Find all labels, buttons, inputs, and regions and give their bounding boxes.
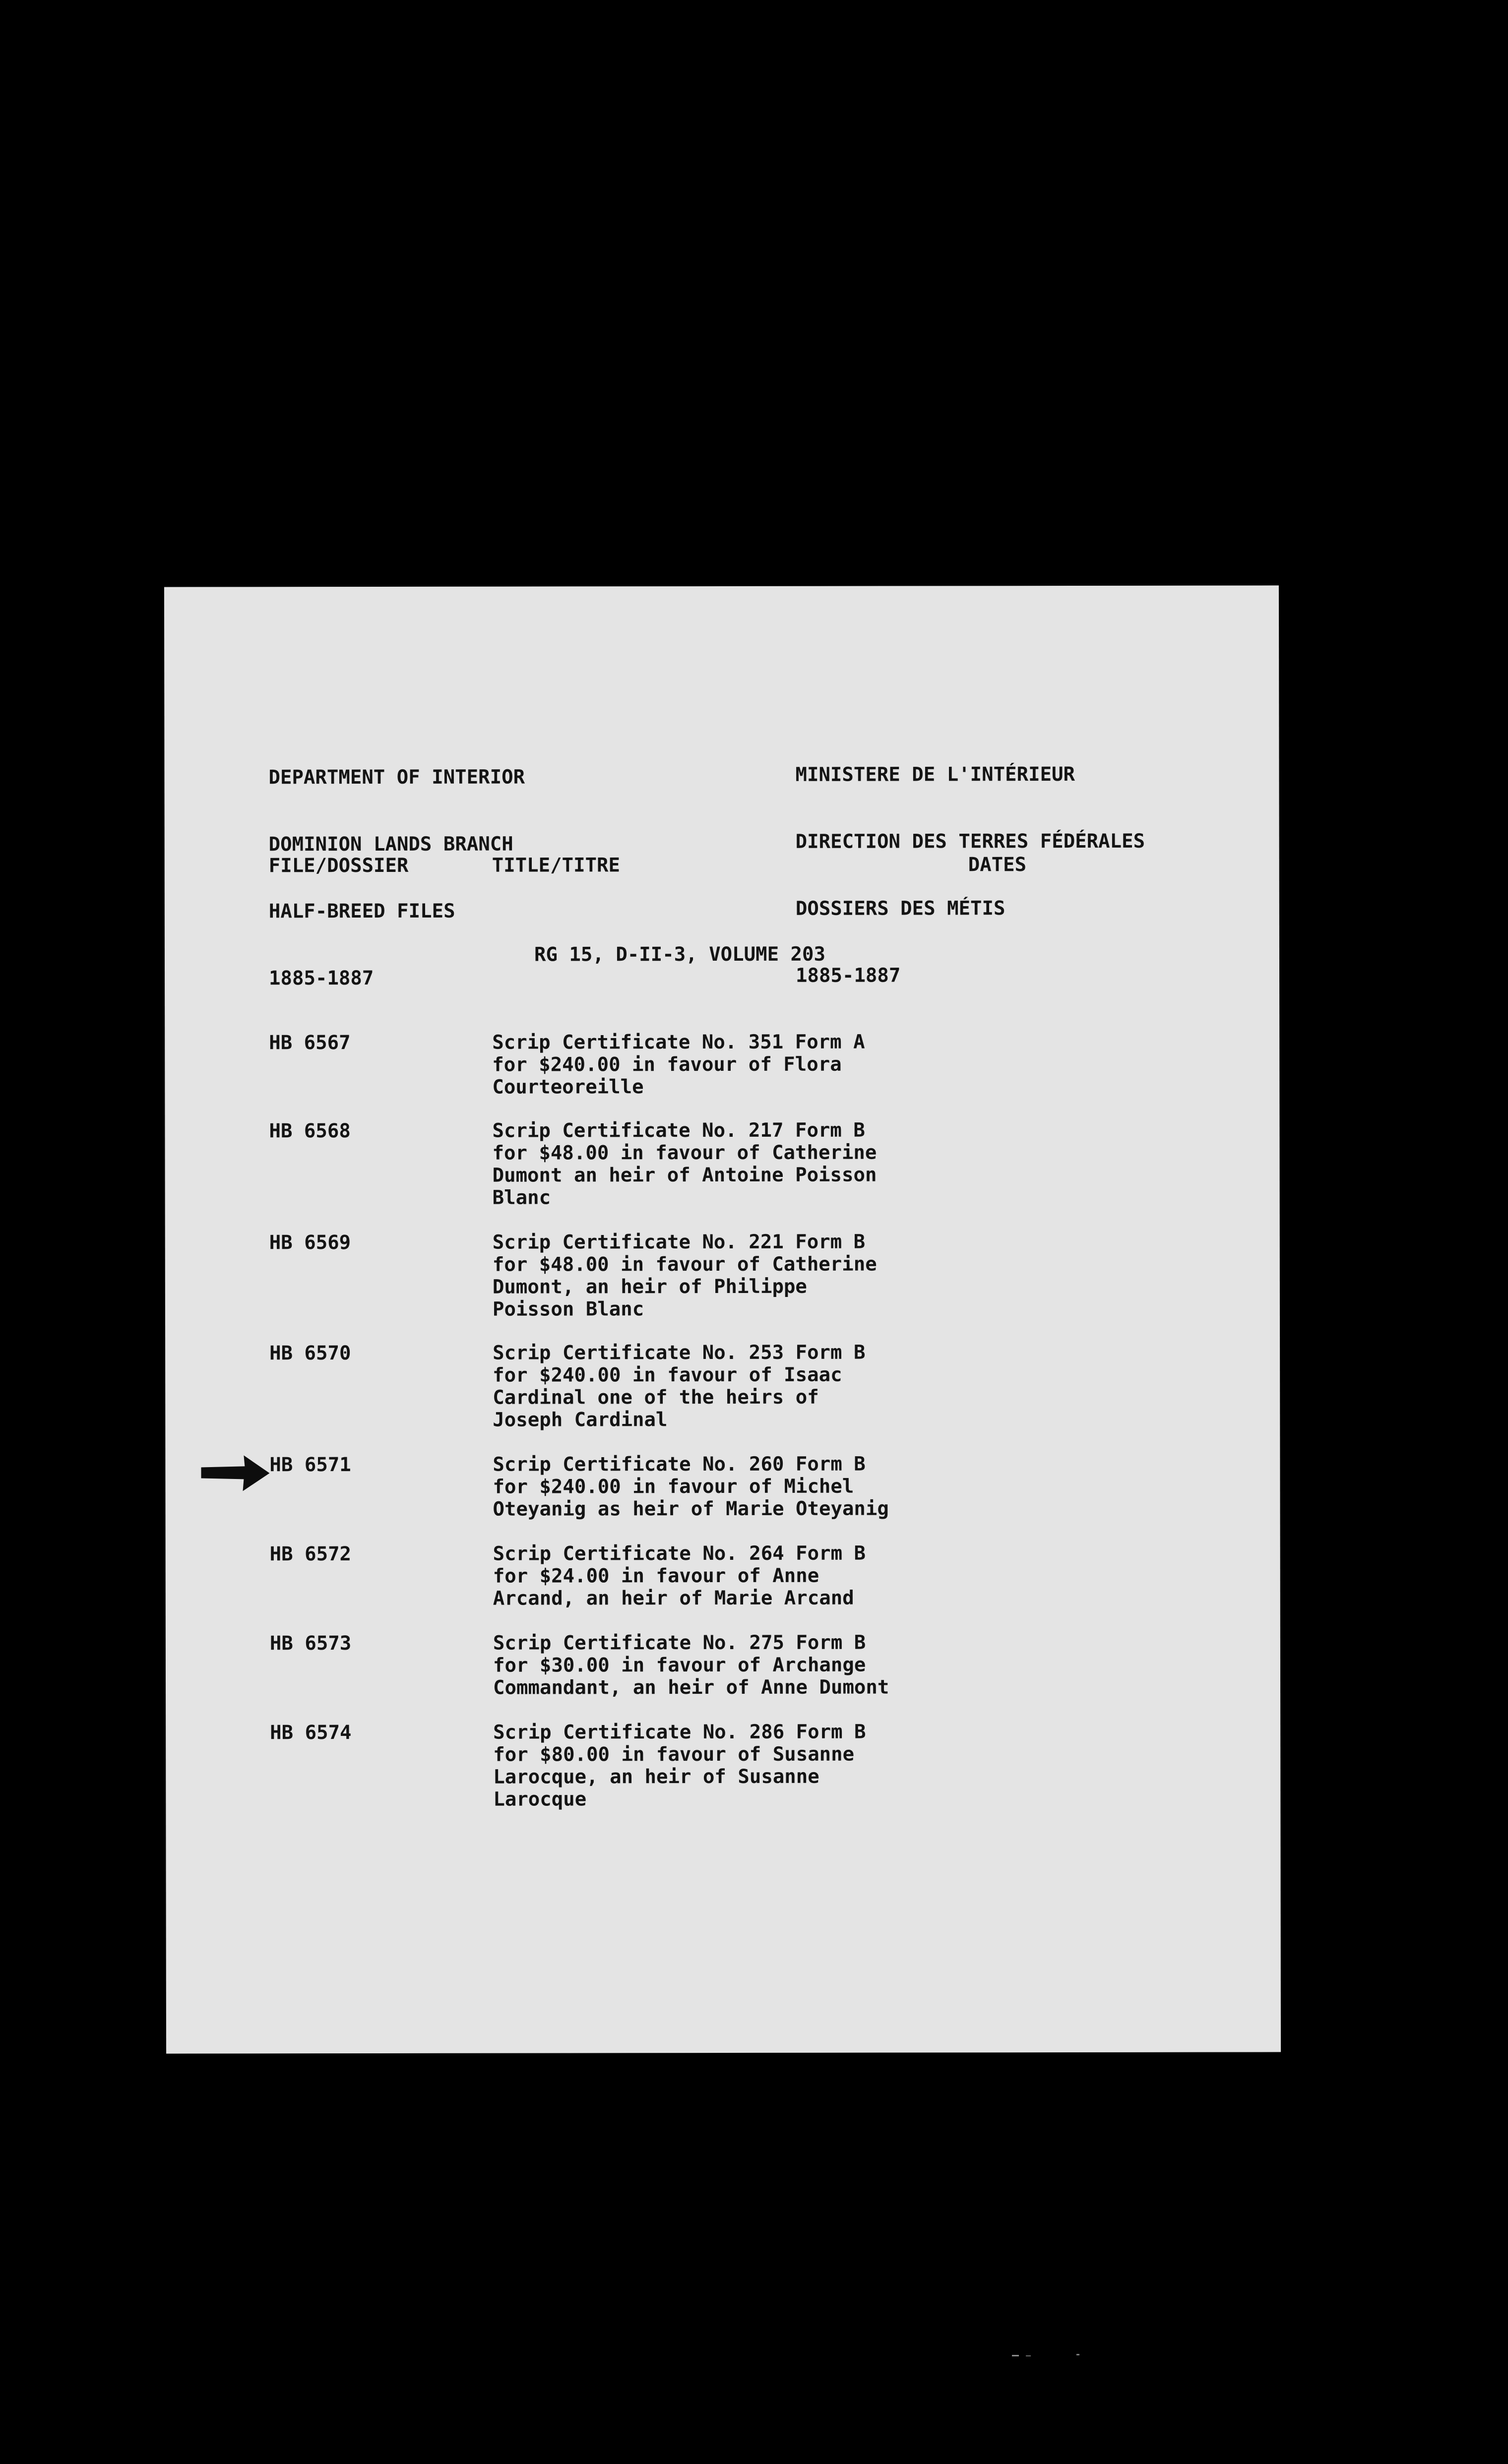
volume-reference: RG 15, D-II-3, VOLUME 203 — [534, 943, 826, 966]
document-sheet — [164, 585, 1281, 2053]
entry-title — [493, 1231, 877, 1321]
entry-title-line: Scrip Certificate No. 286 Form B — [493, 1721, 866, 1744]
entry-title-line: for $24.00 in favour of Anne — [493, 1564, 819, 1588]
header-right-line: MINISTERE DE L'INTÉRIEUR — [795, 763, 1075, 786]
entry-title-line: for $48.00 in favour of Catherine — [492, 1253, 877, 1276]
entry-title-line: Larocque — [493, 1788, 587, 1811]
entry-title — [493, 1453, 889, 1521]
header-left-line: DEPARTMENT OF INTERIOR — [268, 766, 525, 789]
entry-title-line: Scrip Certificate No. 351 Form A — [492, 1031, 865, 1054]
entry-title-line: Dumont, an heir of Philippe — [492, 1275, 807, 1298]
entry-file-number: HB 6570 — [269, 1342, 351, 1365]
column-header-title: TITLE/TITRE — [492, 854, 621, 877]
entry-title-line: for $48.00 in favour of Catherine — [492, 1141, 877, 1165]
scan-noise-specks — [1002, 2351, 1101, 2361]
header-right-line: DOSSIERS DES MÉTIS — [795, 897, 1005, 920]
entry-file-number: HB 6572 — [269, 1543, 352, 1566]
column-header-dates: DATES — [968, 854, 1027, 876]
header-right-line: DIRECTION DES TERRES FÉDÉRALES — [795, 830, 1145, 853]
entry-title-line: Scrip Certificate No. 264 Form B — [493, 1542, 866, 1565]
entry-title-line: Oteyanig as heir of Marie Oteyanig — [493, 1497, 889, 1521]
column-header-file: FILE/DOSSIER — [268, 854, 409, 877]
entry-title-line: Scrip Certificate No. 221 Form B — [492, 1231, 866, 1254]
pointer-arrow-icon — [201, 1453, 269, 1492]
header-left-line: HALF-BREED FILES — [268, 900, 455, 923]
entry-file-number: HB 6568 — [269, 1120, 351, 1143]
entry-title-line: for $240.00 in favour of Michel — [493, 1475, 854, 1498]
entry-title — [492, 1031, 865, 1099]
entry-title-line: Scrip Certificate No. 275 Form B — [493, 1631, 866, 1655]
entry-title-line: Commandant, an heir of Anne Dumont — [493, 1676, 889, 1699]
entry-title — [493, 1342, 866, 1431]
entry-title-line: for $30.00 in favour of Archange — [493, 1654, 866, 1677]
entry-title-line: Courteoreille — [492, 1076, 644, 1099]
header-left-block — [268, 722, 525, 1035]
entry-title-line: Scrip Certificate No. 260 Form B — [493, 1453, 866, 1476]
entry-title-line: Cardinal one of the heirs of — [493, 1386, 819, 1409]
entry-title — [493, 1721, 866, 1811]
entry-title — [493, 1542, 866, 1610]
header-left-line: DOMINION LANDS BRANCH — [268, 833, 513, 856]
entry-title-line: Joseph Cardinal — [493, 1409, 668, 1431]
entry-title-line: Scrip Certificate No. 253 Form B — [493, 1341, 866, 1364]
entry-title-line: for $240.00 in favour of Isaac — [493, 1363, 842, 1387]
entry-title — [493, 1632, 889, 1699]
entry-file-number: HB 6571 — [269, 1454, 351, 1477]
entry-file-number: HB 6567 — [269, 1032, 351, 1054]
header-left-line: 1885-1887 — [269, 967, 374, 990]
entry-title — [492, 1119, 877, 1209]
header-right-line: 1885-1887 — [796, 964, 901, 987]
entry-file-number: HB 6574 — [270, 1722, 352, 1744]
entry-title-line: for $240.00 in favour of Flora — [492, 1053, 842, 1076]
entry-title-line: for $80.00 in favour of Susanne — [493, 1743, 855, 1766]
entry-file-number: HB 6569 — [269, 1232, 351, 1254]
entry-file-number: HB 6573 — [269, 1632, 352, 1655]
entry-title-line: Scrip Certificate No. 217 Form B — [492, 1119, 865, 1142]
entry-title-line: Poisson Blanc — [492, 1298, 644, 1321]
entry-title-line: Blanc — [492, 1186, 551, 1209]
entry-title-line: Arcand, an heir of Marie Arcand — [493, 1587, 854, 1610]
entry-title-line: Dumont an heir of Antoine Poisson — [492, 1164, 877, 1187]
entry-title-line: Larocque, an heir of Susanne — [493, 1765, 819, 1788]
